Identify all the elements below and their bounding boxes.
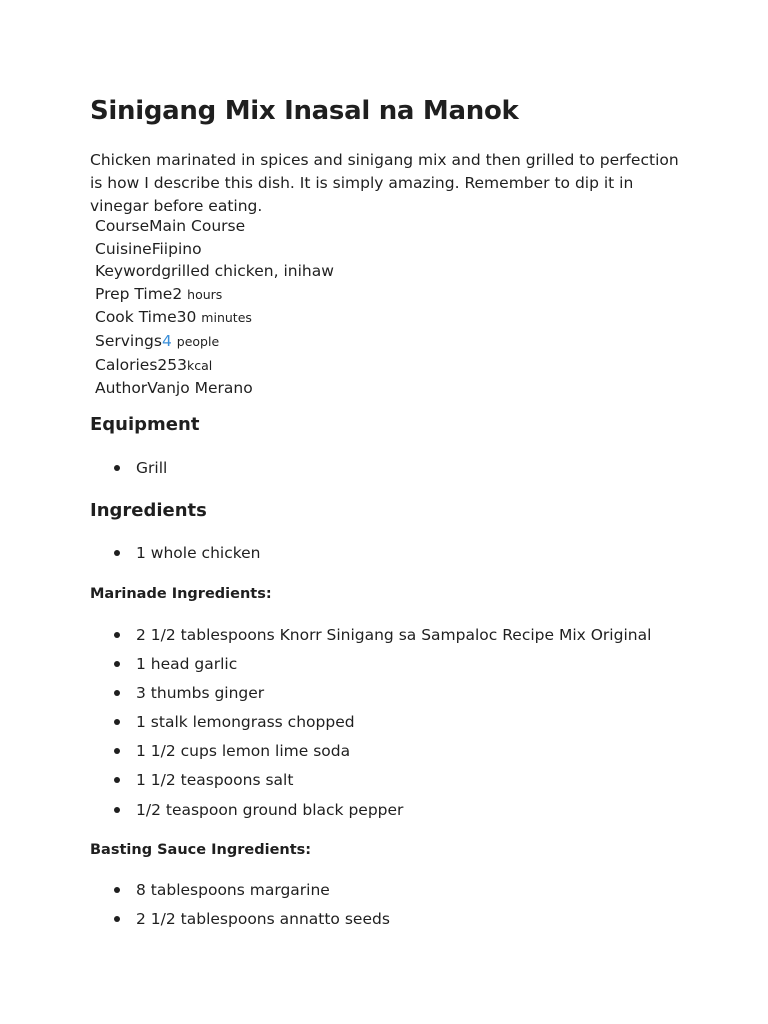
list-item: 3 thumbs ginger bbox=[90, 682, 651, 711]
meta-prep-value: 2 bbox=[172, 284, 183, 303]
meta-calories-label: Calories bbox=[95, 355, 158, 374]
list-item: 1 whole chicken bbox=[90, 542, 261, 571]
meta-calories bbox=[95, 354, 334, 378]
list-item: 8 tablespoons margarine bbox=[90, 879, 390, 908]
list-item: 1 head garlic bbox=[90, 653, 651, 682]
list-item: 1 1/2 cups lemon lime soda bbox=[90, 740, 651, 769]
meta-calories-value: 253 bbox=[157, 355, 187, 374]
meta-cook-unit: minutes bbox=[201, 310, 252, 326]
meta-keyword bbox=[95, 260, 334, 283]
meta-keyword-value: grilled chicken, inihaw bbox=[161, 262, 334, 281]
bullet-icon bbox=[114, 748, 120, 754]
recipe-description: Chicken marinated in spices and sinigang mix and then grilled to perfection is how I describe this dish. It is simply amazing. Remember to dip it in vinegar before eating. bbox=[90, 151, 679, 215]
meta-cuisine bbox=[95, 238, 334, 261]
meta-calories-unit: kcal bbox=[187, 357, 213, 373]
meta-cook-label: Cook Time bbox=[95, 308, 177, 327]
bullet-icon bbox=[114, 632, 120, 638]
basting-list bbox=[90, 879, 390, 937]
meta-servings-unit: people bbox=[176, 333, 220, 349]
equipment-list bbox=[90, 457, 167, 486]
bullet-icon bbox=[114, 916, 120, 922]
list-item: 2 1/2 tablespoons Knorr Sinigang sa Sampaloc Recipe Mix Original bbox=[90, 624, 651, 653]
bullet-icon bbox=[114, 465, 120, 471]
meta-course-label: Course bbox=[95, 217, 150, 235]
meta-course bbox=[95, 215, 334, 238]
meta-servings-label: Servings bbox=[95, 331, 162, 350]
marinade-list bbox=[90, 624, 651, 828]
ingredients-heading: Ingredients bbox=[90, 500, 207, 521]
meta-author-value: Vanjo Merano bbox=[147, 379, 253, 398]
list-item: 1/2 teaspoon ground black pepper bbox=[90, 799, 651, 828]
recipe-title: Sinigang Mix Inasal na Manok bbox=[90, 96, 519, 126]
bullet-icon bbox=[114, 887, 120, 893]
meta-course-value: Main Course bbox=[149, 217, 246, 235]
list-item: 1 stalk lemongrass chopped bbox=[90, 711, 651, 740]
bullet-icon bbox=[114, 807, 120, 813]
meta-prep-time bbox=[95, 283, 334, 307]
equipment-heading: Equipment bbox=[90, 414, 200, 435]
bullet-icon bbox=[114, 550, 120, 556]
meta-cuisine-label: Cuisine bbox=[95, 239, 152, 258]
meta-author bbox=[95, 377, 334, 400]
servings-adjust-link[interactable]: 4 bbox=[161, 331, 172, 350]
meta-prep-label: Prep Time bbox=[95, 284, 173, 303]
ingredients-list bbox=[90, 542, 261, 571]
basting-heading: Basting Sauce Ingredients: bbox=[90, 842, 312, 858]
meta-cook-time bbox=[95, 306, 334, 330]
meta-keyword-label: Keyword bbox=[95, 262, 162, 281]
bullet-icon bbox=[114, 690, 120, 696]
bullet-icon bbox=[114, 719, 120, 725]
meta-cook-value: 30 bbox=[176, 308, 197, 327]
bullet-icon bbox=[114, 777, 120, 783]
meta-author-label: Author bbox=[95, 379, 148, 398]
recipe-meta bbox=[95, 215, 334, 400]
bullet-icon bbox=[114, 661, 120, 667]
list-item: Grill bbox=[90, 457, 167, 486]
meta-prep-unit: hours bbox=[187, 286, 223, 302]
meta-cuisine-value: Fiipino bbox=[151, 239, 202, 258]
marinade-heading: Marinade Ingredients: bbox=[90, 586, 272, 602]
meta-servings bbox=[95, 330, 334, 354]
list-item: 1 1/2 teaspoons salt bbox=[90, 769, 651, 798]
list-item: 2 1/2 tablespoons annatto seeds bbox=[90, 908, 390, 937]
